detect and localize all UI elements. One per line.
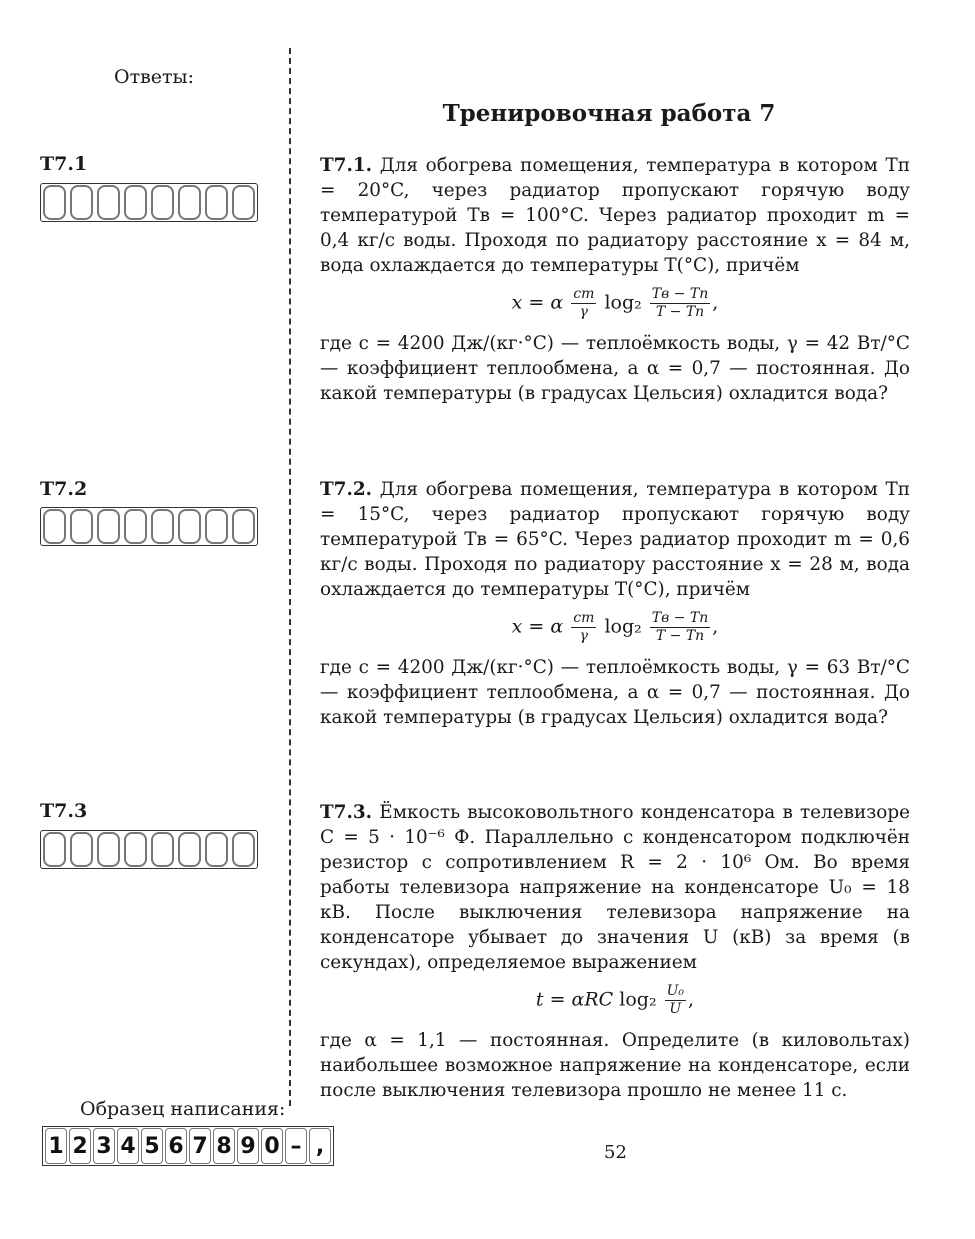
sample-dash: – — [285, 1128, 307, 1164]
formula-lhs: x = α — [511, 615, 564, 638]
sample-digit: 0 — [261, 1128, 283, 1164]
log-operator: log₂ — [604, 291, 642, 314]
sample-strip — [42, 1126, 334, 1166]
log-operator: log₂ — [604, 615, 642, 638]
problem-t7-2 — [320, 477, 910, 730]
answer-cell[interactable] — [151, 509, 174, 544]
problem-text: Для обогрева помещения, температура в котором Tп = 15°C, через радиатор пропускают горячую воду температурой Tв = 65°C. Через радиатор проходит m = 0,6 кг/с воды. Проходя по радиатору расстояние x = 28 м, вода охлаждается до температуры T(°C), причём — [320, 479, 910, 600]
formula-lhs: x = α — [511, 291, 564, 314]
sample-digit: 1 — [45, 1128, 67, 1164]
answer-cell[interactable] — [70, 509, 93, 544]
answer-cell[interactable] — [124, 509, 147, 544]
sample-digit: 2 — [69, 1128, 91, 1164]
problem-number: Т7.2. — [320, 479, 373, 500]
answer-label-t7-1: Т7.1 — [40, 153, 88, 175]
sample-digit: 5 — [141, 1128, 163, 1164]
problem-number: Т7.1. — [320, 155, 373, 176]
sample-label: Образец написания: — [80, 1098, 286, 1120]
formula-lhs: t = αRC — [535, 988, 614, 1011]
answer-cell[interactable] — [178, 509, 201, 544]
dashed-divider — [289, 48, 291, 1106]
sample-digit: 3 — [93, 1128, 115, 1164]
sample-digit: 6 — [165, 1128, 187, 1164]
answer-cell[interactable] — [70, 832, 93, 867]
fraction: $\frac{cm}{\gamma}$ — [573, 286, 595, 320]
answer-cell[interactable] — [97, 832, 120, 867]
answer-grid-t7-1[interactable] — [40, 183, 258, 222]
problem-t7-1 — [320, 153, 910, 406]
sample-comma: , — [309, 1128, 331, 1164]
log-operator: log₂ — [619, 988, 657, 1011]
answer-cell[interactable] — [205, 832, 228, 867]
formula: t = αRC log₂ $\frac{\text{U₀}}{U}$ , — [535, 983, 695, 1017]
fraction: $\frac{\text{U₀}}{U}$ — [666, 983, 685, 1017]
formula: x = α $\frac{cm}{\gamma}$ log₂ $\frac{Tв - Tп}{T - Tп}$ , — [511, 286, 719, 320]
answer-cell[interactable] — [97, 185, 120, 220]
problem-text: где α = 1,1 — постоянная. Определите (в киловольтах) наибольшее возможное напряжение на конденсаторе, если после выключения телевизора прошло не менее 11 с. — [320, 1030, 910, 1101]
answer-cell[interactable] — [124, 832, 147, 867]
sample-digit: 8 — [213, 1128, 235, 1164]
sample-digit: 4 — [117, 1128, 139, 1164]
answer-cell[interactable] — [151, 832, 174, 867]
page-title: Тренировочная работа 7 — [442, 100, 776, 127]
answer-cell[interactable] — [232, 509, 255, 544]
answer-cell[interactable] — [43, 509, 66, 544]
answer-cell[interactable] — [97, 509, 120, 544]
answer-cell[interactable] — [232, 185, 255, 220]
answer-cell[interactable] — [232, 832, 255, 867]
page-number: 52 — [604, 1142, 627, 1163]
fraction: $\frac{Tв - Tп}{T - Tп}$ — [651, 610, 709, 644]
problem-text: Для обогрева помещения, температура в котором Tп = 20°C, через радиатор пропускают горячую воду температурой Tв = 100°C. Через радиатор проходит m = 0,4 кг/с воды. Проходя по радиатору расстояние x = 84 м, вода охлаждается до температуры T(°C), причём — [320, 155, 910, 276]
answer-label-t7-2: Т7.2 — [40, 478, 88, 500]
fraction: $\frac{Tв - Tп}{T - Tп}$ — [651, 286, 709, 320]
answer-cell[interactable] — [205, 509, 228, 544]
answer-cell[interactable] — [124, 185, 147, 220]
formula: x = α $\frac{cm}{\gamma}$ log₂ $\frac{Tв - Tп}{T - Tп}$ , — [511, 610, 719, 644]
answer-grid-t7-2[interactable] — [40, 507, 258, 546]
answer-cell[interactable] — [151, 185, 174, 220]
answer-cell[interactable] — [178, 185, 201, 220]
answer-label-t7-3: Т7.3 — [40, 800, 88, 822]
problem-text: где c = 4200 Дж/(кг·°C) — теплоёмкость воды, γ = 42 Вт/°C — коэффициент теплообмена, а α = 0,7 — постоянная. До какой температуры (в градусах Цельсия) охладится вода? — [320, 333, 910, 404]
fraction: $\frac{cm}{\gamma}$ — [573, 610, 595, 644]
answer-cell[interactable] — [178, 832, 201, 867]
problem-text: Ёмкость высоковольтного конденсатора в телевизоре C = 5 · 10⁻⁶ Ф. Параллельно с конденсатором подключён резистор с сопротивлением R = 2 · 10⁶ Ом. Во время работы телевизора напряжение на конденсаторе U₀ = 18 кВ. После выключения телевизора напряжение на конденсаторе убывает до значения U (кВ) за время (в секундах), определяемое выражением — [320, 802, 910, 973]
sample-digit: 7 — [189, 1128, 211, 1164]
answers-title: Ответы: — [114, 66, 195, 88]
answer-grid-t7-3[interactable] — [40, 830, 258, 869]
problem-t7-3 — [320, 800, 910, 1103]
problem-text: где c = 4200 Дж/(кг·°C) — теплоёмкость воды, γ = 63 Вт/°C — коэффициент теплообмена, а α = 0,7 — постоянная. До какой температуры (в градусах Цельсия) охладится вода? — [320, 657, 910, 728]
answer-cell[interactable] — [43, 832, 66, 867]
sample-digit: 9 — [237, 1128, 259, 1164]
answer-cell[interactable] — [70, 185, 93, 220]
problem-number: Т7.3. — [320, 802, 373, 823]
answer-cell[interactable] — [205, 185, 228, 220]
answer-cell[interactable] — [43, 185, 66, 220]
